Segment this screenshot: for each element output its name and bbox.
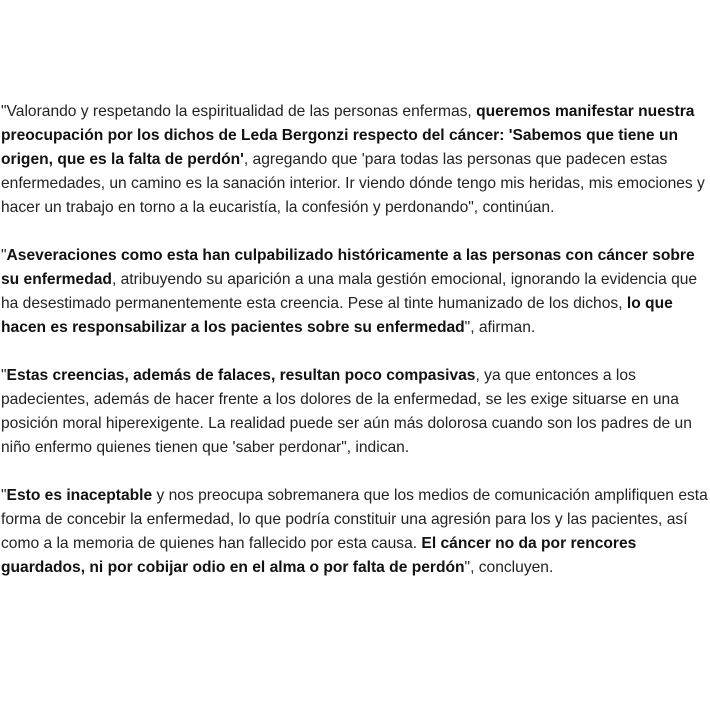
text-segment: y nos preocupa sobremanera que los medios de comunicación amplifiquen esta forma de concebir la enfermedad, lo que podría constituir una agresión para los y las pacientes, así como a la memoria de quienes han fallecido por esta causa. [1, 487, 708, 552]
bold-text-segment: queremos manifestar nuestra preocupación por los dichos de Leda Bergonzi respecto del cáncer: 'Sabemos que tiene un origen, que es la falta de perdón' [1, 103, 695, 168]
text-segment: ", concluyen. [464, 559, 554, 576]
text-segment: " [1, 247, 7, 264]
paragraph-2 [1, 244, 710, 340]
text-segment: , agregando que 'para todas las personas que padecen estas enfermedades, un camino es la sanación interior. Ir viendo dónde tengo mis heridas, mis emociones y hacer un trabajo en torno a la eucaristía, la confesión y perdonando", continúan. [1, 151, 705, 216]
paragraph-1 [1, 100, 710, 220]
bold-text-segment: Estas creencias, además de falaces, resultan poco compasivas [6, 367, 476, 384]
text-segment: , ya que entonces a los padecientes, además de hacer frente a los dolores de la enfermedad, se les exige situarse en una posición moral hiperexigente. La realidad puede ser aún más dolorosa cuando son los padres de un niño enfermo quienes tienen que 'saber perdonar", indican. [1, 367, 692, 456]
bold-text-segment: Esto es inaceptable [6, 487, 153, 504]
text-segment: ", afirman. [464, 319, 536, 336]
bold-text-segment: El cáncer no da por rencores guardados, ni por cobijar odio en el alma o por falta de perdón [1, 535, 637, 576]
text-segment: , atribuyendo su aparición a una mala gestión emocional, ignorando la evidencia que ha desestimado permanentemente esta creencia. Pese al tinte humanizado de los dichos, [1, 271, 698, 312]
text-segment: " [1, 367, 7, 384]
article-body [1, 100, 710, 604]
paragraph-4 [1, 484, 710, 580]
bold-text-segment: Aseveraciones como esta han culpabilizado históricamente a las personas con cáncer sobre su enfermedad [1, 247, 695, 288]
paragraph-3 [1, 364, 710, 460]
bold-text-segment: lo que hacen es responsabilizar a los pacientes sobre su enfermedad [1, 295, 673, 336]
text-segment: "Valorando y respetando la espiritualidad de las personas enfermas, [1, 103, 477, 120]
text-segment: " [1, 487, 7, 504]
